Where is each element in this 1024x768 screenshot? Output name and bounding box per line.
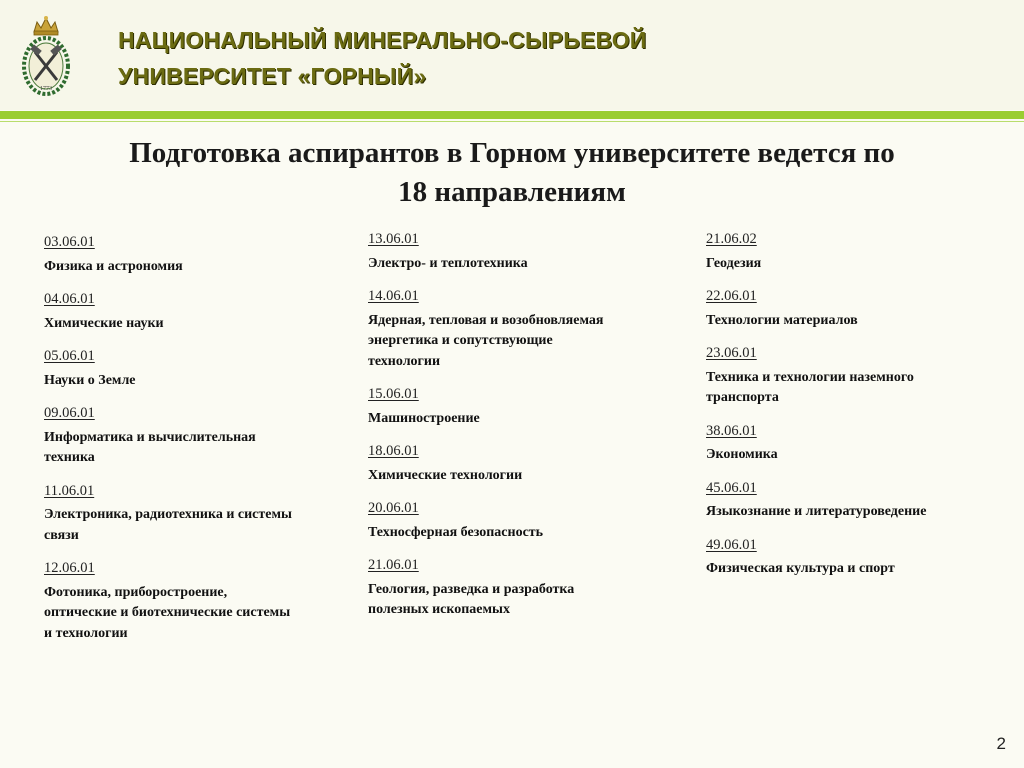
direction-item — [706, 343, 946, 409]
header-divider-thin — [0, 121, 1024, 122]
direction-name: Языкознание и литературоведение — [706, 504, 927, 519]
university-emblem-icon — [20, 14, 72, 100]
direction-name: Техника и технологии наземного транспорта — [706, 369, 914, 405]
direction-item — [368, 498, 608, 543]
direction-code: 49.06.01 — [706, 536, 757, 553]
direction-name: Науки о Земле — [44, 372, 136, 388]
direction-code: 11.06.01 — [44, 482, 95, 499]
direction-name: Геодезия — [706, 255, 762, 271]
direction-name: Экономика — [706, 447, 778, 462]
direction-item — [706, 421, 946, 466]
directions-column-1 — [44, 232, 294, 656]
direction-code: 05.06.01 — [44, 348, 95, 364]
directions-column-2 — [368, 229, 608, 633]
direction-code: 23.06.01 — [706, 345, 757, 361]
direction-name: Физика и астрономия — [44, 258, 183, 274]
slide-title-line1: Подготовка аспирантов в Горном университете ведется по — [129, 137, 895, 169]
direction-name: Технологии материалов — [706, 312, 858, 328]
header-divider — [0, 111, 1024, 119]
direction-code: 09.06.01 — [44, 405, 95, 421]
direction-item — [44, 403, 294, 469]
direction-code: 45.06.01 — [706, 479, 757, 496]
direction-item — [368, 555, 608, 621]
direction-code: 22.06.01 — [706, 288, 757, 304]
direction-name: Информатика и вычислительная техника — [44, 429, 256, 465]
direction-name: Техносферная безопасность — [368, 524, 544, 540]
direction-item — [368, 229, 608, 274]
direction-code: 14.06.01 — [368, 288, 419, 304]
direction-item — [44, 289, 294, 334]
direction-name: Химические науки — [44, 315, 164, 331]
direction-name: Химические технологии — [368, 467, 523, 483]
slide-title — [20, 134, 1004, 212]
direction-item — [44, 558, 294, 644]
logo-year: 1773 — [40, 86, 52, 92]
slide-header — [0, 0, 1024, 110]
direction-item — [44, 346, 294, 391]
direction-code: 21.06.01 — [368, 557, 419, 573]
university-name-line1: НАЦИОНАЛЬНЫЙ МИНЕРАЛЬНО-СЫРЬЕВОЙ — [118, 27, 647, 53]
direction-item — [706, 286, 946, 331]
direction-code: 13.06.01 — [368, 231, 419, 247]
page-number: 2 — [996, 734, 1006, 753]
direction-item — [368, 384, 608, 429]
direction-name: Геология, разведка и разработка полезных ископаемых — [368, 581, 575, 617]
direction-item — [706, 229, 946, 274]
direction-name: Физическая культура и спорт — [706, 561, 895, 576]
direction-item — [368, 286, 608, 372]
direction-code: 18.06.01 — [368, 443, 419, 459]
university-name-line2: УНИВЕРСИТЕТ «ГОРНЫЙ» — [118, 63, 427, 89]
direction-name: Ядерная, тепловая и возобновляемая энергетика и сопутствующие технологии — [368, 312, 604, 369]
direction-code: 15.06.01 — [368, 386, 419, 402]
direction-name: Фотоника, приборостроение, оптические и биотехнические системы и технологии — [44, 584, 291, 641]
direction-item — [368, 441, 608, 486]
direction-code: 12.06.01 — [44, 560, 95, 576]
direction-code: 20.06.01 — [368, 500, 419, 516]
direction-code: 21.06.02 — [706, 231, 757, 247]
direction-code: 38.06.01 — [706, 422, 757, 439]
direction-code: 04.06.01 — [44, 291, 95, 307]
direction-item — [706, 535, 946, 580]
directions-column-3 — [706, 229, 946, 592]
direction-item — [44, 481, 294, 547]
slide-title-line2: 18 направлениям — [398, 176, 626, 208]
direction-name: Электроника, радиотехника и системы связи — [44, 507, 292, 543]
direction-item — [44, 232, 294, 277]
direction-name: Электро- и теплотехника — [368, 255, 528, 271]
direction-code: 03.06.01 — [44, 234, 95, 250]
direction-name: Машиностроение — [368, 410, 480, 426]
direction-item — [706, 478, 946, 523]
